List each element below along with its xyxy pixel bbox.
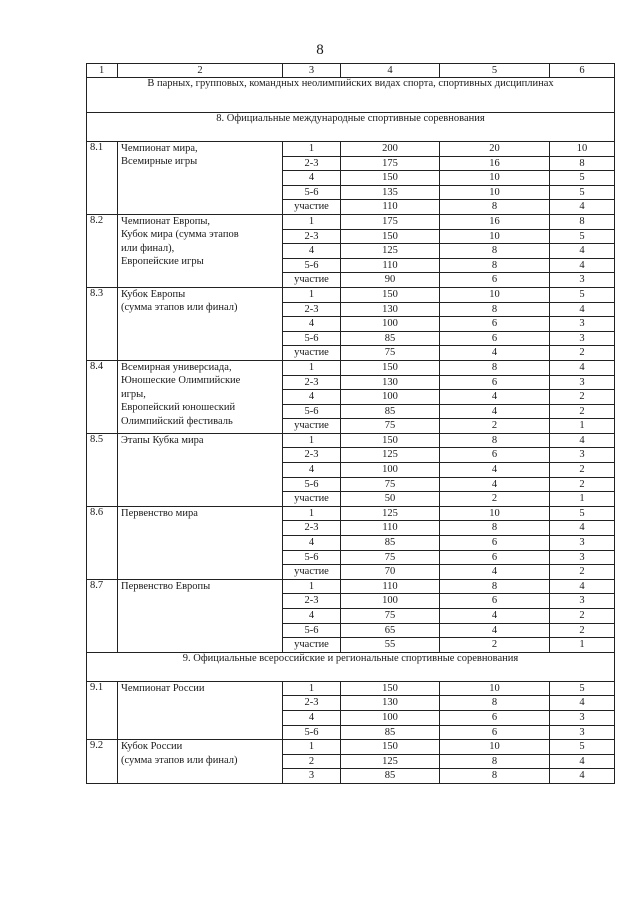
value-cell: 6 [440, 273, 550, 288]
place-cell: 4 [283, 463, 341, 478]
place-cell: 2-3 [283, 594, 341, 609]
competition-name-line: Кубок мира (сумма этапов [121, 229, 239, 241]
value-cell: 4 [440, 404, 550, 419]
value-cell: 150 [341, 171, 440, 186]
value-cell: 75 [341, 609, 440, 624]
value-cell: 125 [341, 244, 440, 259]
value-cell: 135 [341, 185, 440, 200]
value-cell: 10 [550, 142, 615, 157]
value-cell: 110 [341, 579, 440, 594]
value-cell: 5 [550, 229, 615, 244]
place-cell: 1 [283, 360, 341, 375]
competition-name [118, 360, 283, 433]
place-cell: 4 [283, 244, 341, 259]
place-cell: участие [283, 273, 341, 288]
place-cell: 2-3 [283, 302, 341, 317]
competition-name-line: Европейские игры [121, 256, 204, 268]
value-cell: 3 [550, 536, 615, 551]
competition-name-line: (сумма этапов или финал) [121, 302, 238, 314]
place-cell: 1 [283, 681, 341, 696]
place-cell: 5-6 [283, 404, 341, 419]
place-cell: 2-3 [283, 448, 341, 463]
value-cell: 6 [440, 725, 550, 740]
value-cell: 1 [550, 419, 615, 434]
value-cell: 3 [550, 331, 615, 346]
place-cell: 4 [283, 609, 341, 624]
competition-name-line: Кубок Европы [121, 288, 186, 300]
competition-name [118, 579, 283, 652]
place-cell: 4 [283, 171, 341, 186]
header-cell: 2 [118, 64, 283, 78]
item-number: 8.6 [87, 506, 118, 579]
value-cell: 75 [341, 419, 440, 434]
value-cell: 175 [341, 156, 440, 171]
place-cell: 4 [283, 710, 341, 725]
value-cell: 6 [440, 710, 550, 725]
place-cell: 3 [283, 769, 341, 784]
value-cell: 8 [440, 360, 550, 375]
value-cell: 85 [341, 536, 440, 551]
place-cell: 5-6 [283, 331, 341, 346]
value-cell: 4 [550, 754, 615, 769]
section-title-row [87, 652, 615, 681]
value-cell: 6 [440, 375, 550, 390]
header-cell: 4 [341, 64, 440, 78]
competition-name [118, 142, 283, 215]
table-row [87, 287, 615, 302]
value-cell: 4 [440, 463, 550, 478]
value-cell: 150 [341, 229, 440, 244]
item-number: 8.2 [87, 214, 118, 287]
place-cell: 1 [283, 142, 341, 157]
place-cell: 4 [283, 390, 341, 405]
value-cell: 8 [550, 214, 615, 229]
table-row [87, 681, 615, 696]
value-cell: 8 [440, 521, 550, 536]
header-cell: 3 [283, 64, 341, 78]
competition-name-line: Европейский юношеский [121, 402, 236, 414]
value-cell: 3 [550, 317, 615, 332]
value-cell: 85 [341, 404, 440, 419]
value-cell: 8 [440, 696, 550, 711]
value-cell: 4 [440, 623, 550, 638]
value-cell: 4 [550, 521, 615, 536]
value-cell: 6 [440, 317, 550, 332]
value-cell: 4 [550, 360, 615, 375]
competition-name [118, 287, 283, 360]
item-number: 8.5 [87, 433, 118, 506]
table-row [87, 142, 615, 157]
value-cell: 2 [440, 492, 550, 507]
place-cell: 1 [283, 214, 341, 229]
header-cell: 5 [440, 64, 550, 78]
value-cell: 8 [550, 156, 615, 171]
value-cell: 20 [440, 142, 550, 157]
value-cell: 5 [550, 287, 615, 302]
value-cell: 4 [440, 390, 550, 405]
value-cell: 3 [550, 594, 615, 609]
value-cell: 8 [440, 244, 550, 259]
value-cell: 2 [550, 404, 615, 419]
value-cell: 150 [341, 287, 440, 302]
value-cell: 5 [550, 506, 615, 521]
value-cell: 175 [341, 214, 440, 229]
value-cell: 3 [550, 375, 615, 390]
value-cell: 110 [341, 521, 440, 536]
value-cell: 2 [440, 419, 550, 434]
value-cell: 85 [341, 725, 440, 740]
value-cell: 8 [440, 579, 550, 594]
value-cell: 4 [550, 244, 615, 259]
value-cell: 1 [550, 492, 615, 507]
competition-name-line: Кубок России [121, 741, 183, 753]
value-cell: 8 [440, 302, 550, 317]
place-cell: 5-6 [283, 725, 341, 740]
item-number: 8.3 [87, 287, 118, 360]
page-number: 8 [316, 42, 324, 58]
value-cell: 5 [550, 171, 615, 186]
value-cell: 2 [550, 463, 615, 478]
value-cell: 3 [550, 710, 615, 725]
place-cell: 5-6 [283, 185, 341, 200]
section-title-row [87, 113, 615, 142]
place-cell: участие [283, 419, 341, 434]
value-cell: 4 [440, 565, 550, 580]
value-cell: 8 [440, 258, 550, 273]
competition-name-line: Первенство Европы [121, 580, 211, 592]
place-cell: 1 [283, 579, 341, 594]
value-cell: 4 [440, 609, 550, 624]
value-cell: 4 [440, 477, 550, 492]
value-cell: 150 [341, 360, 440, 375]
value-cell: 2 [550, 623, 615, 638]
value-cell: 150 [341, 433, 440, 448]
item-number: 8.1 [87, 142, 118, 215]
value-cell: 3 [550, 273, 615, 288]
value-cell: 100 [341, 317, 440, 332]
item-number: 8.4 [87, 360, 118, 433]
value-cell: 4 [550, 258, 615, 273]
value-cell: 10 [440, 185, 550, 200]
value-cell: 4 [550, 696, 615, 711]
section-title: 8. Официальные международные спортивные соревнования [87, 113, 615, 142]
value-cell: 130 [341, 696, 440, 711]
place-cell: 2-3 [283, 696, 341, 711]
value-cell: 85 [341, 769, 440, 784]
competition-name-line: Юношеские Олимпийские [121, 375, 241, 387]
competition-name [118, 681, 283, 739]
value-cell: 1 [550, 638, 615, 653]
competition-name-line: Олимпийский фестиваль [121, 415, 233, 427]
value-cell: 110 [341, 200, 440, 215]
value-cell: 65 [341, 623, 440, 638]
value-cell: 75 [341, 346, 440, 361]
competition-name [118, 506, 283, 579]
points-table [86, 63, 615, 784]
value-cell: 10 [440, 740, 550, 755]
value-cell: 10 [440, 681, 550, 696]
value-cell: 2 [440, 638, 550, 653]
competition-name-line: Чемпионат Европы, [121, 215, 211, 227]
competition-name-line: Всемирная универсиада, [121, 361, 232, 373]
competition-name-line: игры, [121, 388, 146, 400]
value-cell: 8 [440, 200, 550, 215]
value-cell: 3 [550, 550, 615, 565]
value-cell: 4 [550, 302, 615, 317]
competition-name-line: Всемирные игры [121, 156, 198, 168]
value-cell: 100 [341, 390, 440, 405]
value-cell: 6 [440, 331, 550, 346]
header-cell: 1 [87, 64, 118, 78]
value-cell: 2 [550, 609, 615, 624]
value-cell: 125 [341, 448, 440, 463]
value-cell: 4 [550, 433, 615, 448]
value-cell: 6 [440, 594, 550, 609]
value-cell: 5 [550, 185, 615, 200]
table-row [87, 214, 615, 229]
competition-name-line: Первенство мира [121, 507, 198, 519]
value-cell: 75 [341, 550, 440, 565]
competition-name-line: или финал), [121, 242, 175, 254]
value-cell: 16 [440, 214, 550, 229]
value-cell: 3 [550, 448, 615, 463]
table-row [87, 360, 615, 375]
header-cell: 6 [550, 64, 615, 78]
competition-name-line: (сумма этапов или финал) [121, 754, 238, 766]
place-cell: 1 [283, 287, 341, 302]
value-cell: 2 [550, 565, 615, 580]
value-cell: 6 [440, 448, 550, 463]
place-cell: 4 [283, 317, 341, 332]
item-number: 9.1 [87, 681, 118, 739]
value-cell: 125 [341, 506, 440, 521]
place-cell: участие [283, 565, 341, 580]
value-cell: 150 [341, 740, 440, 755]
value-cell: 10 [440, 287, 550, 302]
header-row [87, 64, 615, 78]
value-cell: 10 [440, 506, 550, 521]
value-cell: 50 [341, 492, 440, 507]
value-cell: 110 [341, 258, 440, 273]
place-cell: участие [283, 200, 341, 215]
value-cell: 100 [341, 594, 440, 609]
value-cell: 130 [341, 375, 440, 390]
value-cell: 8 [440, 433, 550, 448]
value-cell: 4 [550, 769, 615, 784]
table-row [87, 740, 615, 755]
value-cell: 8 [440, 769, 550, 784]
value-cell: 6 [440, 536, 550, 551]
place-cell: участие [283, 638, 341, 653]
place-cell: участие [283, 492, 341, 507]
value-cell: 6 [440, 550, 550, 565]
value-cell: 55 [341, 638, 440, 653]
value-cell: 4 [440, 346, 550, 361]
value-cell: 100 [341, 710, 440, 725]
table-title-row [87, 78, 615, 113]
place-cell: 4 [283, 536, 341, 551]
value-cell: 125 [341, 754, 440, 769]
place-cell: 5-6 [283, 258, 341, 273]
place-cell: участие [283, 346, 341, 361]
value-cell: 2 [550, 390, 615, 405]
value-cell: 3 [550, 725, 615, 740]
value-cell: 70 [341, 565, 440, 580]
table-row [87, 506, 615, 521]
item-number: 8.7 [87, 579, 118, 652]
table-row [87, 579, 615, 594]
value-cell: 2 [550, 346, 615, 361]
place-cell: 1 [283, 740, 341, 755]
table-row [87, 433, 615, 448]
value-cell: 10 [440, 171, 550, 186]
value-cell: 100 [341, 463, 440, 478]
value-cell: 150 [341, 681, 440, 696]
table-body [87, 64, 615, 784]
value-cell: 2 [550, 477, 615, 492]
value-cell: 4 [550, 579, 615, 594]
competition-name [118, 214, 283, 287]
place-cell: 5-6 [283, 550, 341, 565]
value-cell: 10 [440, 229, 550, 244]
value-cell: 75 [341, 477, 440, 492]
place-cell: 2-3 [283, 521, 341, 536]
item-number: 9.2 [87, 740, 118, 784]
table-title: В парных, групповых, командных неолимпийских видах спорта, спортивных дисциплинах [87, 78, 615, 113]
value-cell: 200 [341, 142, 440, 157]
competition-name-line: Чемпионат мира, [121, 143, 198, 154]
value-cell: 5 [550, 740, 615, 755]
competition-name-line: Этапы Кубка мира [121, 434, 204, 446]
place-cell: 5-6 [283, 623, 341, 638]
value-cell: 16 [440, 156, 550, 171]
value-cell: 4 [550, 200, 615, 215]
value-cell: 90 [341, 273, 440, 288]
value-cell: 8 [440, 754, 550, 769]
value-cell: 5 [550, 681, 615, 696]
section-title: 9. Официальные всероссийские и региональные спортивные соревнования [87, 652, 615, 681]
place-cell: 2 [283, 754, 341, 769]
value-cell: 130 [341, 302, 440, 317]
value-cell: 85 [341, 331, 440, 346]
place-cell: 1 [283, 433, 341, 448]
place-cell: 2-3 [283, 375, 341, 390]
competition-name [118, 740, 283, 784]
place-cell: 2-3 [283, 156, 341, 171]
place-cell: 1 [283, 506, 341, 521]
competition-name-line: Чемпионат России [121, 682, 205, 694]
place-cell: 5-6 [283, 477, 341, 492]
place-cell: 2-3 [283, 229, 341, 244]
competition-name [118, 433, 283, 506]
